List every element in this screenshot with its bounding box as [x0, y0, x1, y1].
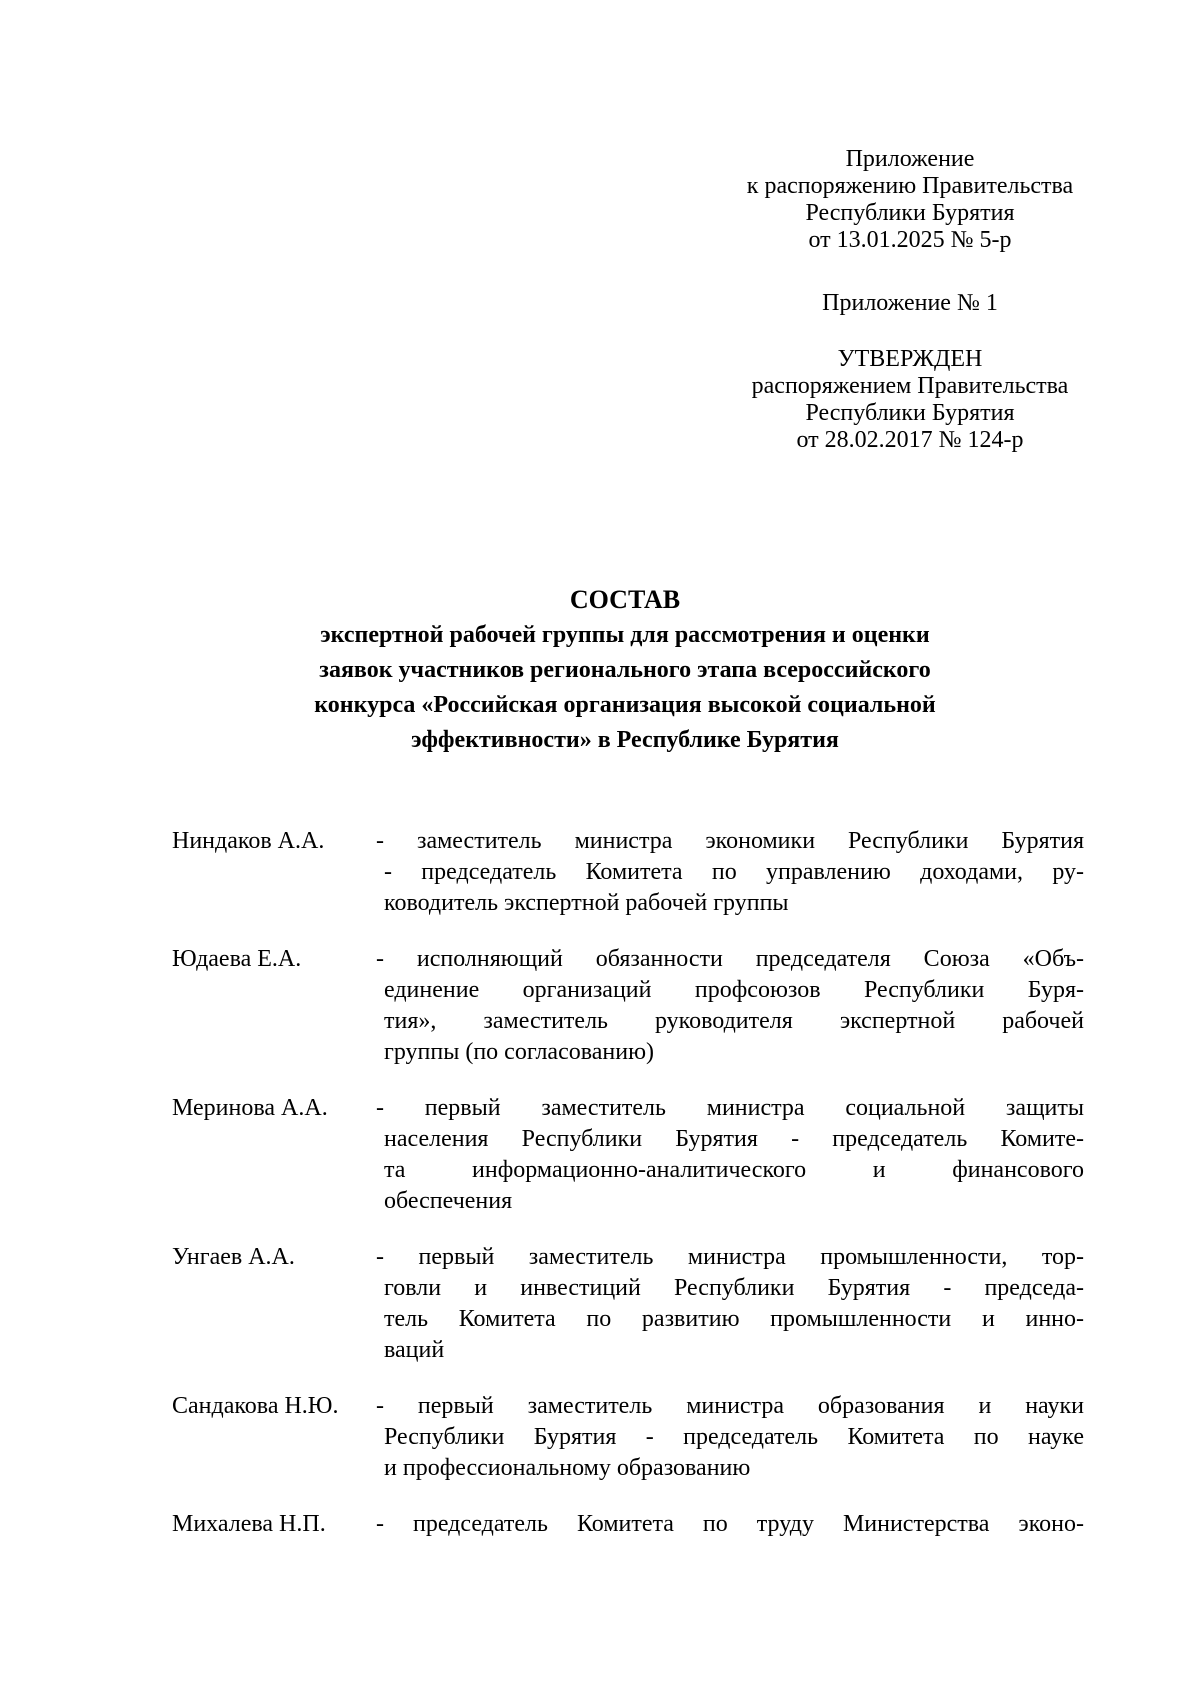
member-description [376, 1242, 1084, 1366]
member-description-line: ководитель экспертной рабочей группы [384, 890, 789, 916]
approved-line: от 28.02.2017 № 124-р [796, 427, 1024, 453]
document-title [170, 582, 1080, 758]
member-description [376, 944, 1084, 1068]
member-description [376, 1093, 1084, 1217]
member-entry [172, 1242, 1084, 1366]
title-sub-line: эффективности» в Республике Бурятия [411, 727, 839, 753]
member-description-line: - председатель Комитета по управлению доходами, ру- [384, 859, 1084, 885]
title-main: СОСТАВ [569, 585, 681, 614]
member-description [376, 1391, 1084, 1484]
appendix-header [700, 146, 1120, 254]
approved-line: Республики Бурятия [805, 400, 1015, 426]
member-description-line: единение организаций профсоюзов Республики Буря- [384, 977, 1084, 1003]
member-entry [172, 1509, 1084, 1540]
member-name: Меринова А.А. [172, 1095, 328, 1121]
member-name: Унгаев А.А. [172, 1244, 295, 1270]
appendix-header-line: от 13.01.2025 № 5-р [808, 227, 1012, 253]
title-sub-line: конкурса «Российская организация высокой социальной [314, 692, 936, 718]
title-sub-line: заявок участников регионального этапа всероссийского [319, 657, 931, 683]
member-entry [172, 826, 1084, 919]
approved-line: распоряжением Правительства [751, 373, 1069, 399]
member-entry [172, 1093, 1084, 1217]
member-description-line: ваций [384, 1337, 445, 1363]
member-name: Ниндаков А.А. [172, 828, 325, 854]
member-description-line: говли и инвестиций Республики Бурятия - председа- [384, 1275, 1084, 1301]
appendix-header-line: Республики Бурятия [805, 200, 1015, 226]
member-description [376, 1509, 1084, 1540]
approved-line: УТВЕРЖДЕН [837, 346, 983, 372]
member-entry [172, 944, 1084, 1068]
member-description-line: тия», заместитель руководителя экспертной рабочей [384, 1008, 1084, 1034]
title-sub-line: экспертной рабочей группы для рассмотрения и оценки [320, 622, 930, 648]
member-description-line: - заместитель министра экономики Республики Бурятия [376, 828, 1084, 854]
appendix-number-text: Приложение № 1 [822, 290, 998, 316]
member-name: Сандакова Н.Ю. [172, 1393, 339, 1419]
member-description-line: обеспечения [384, 1188, 513, 1214]
member-description-line: - председатель Комитета по труду Министерства эконо- [376, 1511, 1084, 1537]
member-description-line: - исполняющий обязанности председателя Союза «Объ- [376, 946, 1084, 972]
member-name: Михалева Н.П. [172, 1511, 326, 1537]
member-description-line: тель Комитета по развитию промышленности и инно- [384, 1306, 1084, 1332]
appendix-number [700, 290, 1120, 317]
members-list [172, 826, 1084, 1540]
member-name: Юдаева Е.А. [172, 946, 302, 972]
member-description-line: - первый заместитель министра образования и науки [376, 1393, 1084, 1419]
member-entry [172, 1391, 1084, 1484]
appendix-header-line: к распоряжению Правительства [746, 173, 1074, 199]
member-description-line: и профессиональному образованию [384, 1455, 751, 1481]
member-description-line: группы (по согласованию) [384, 1039, 655, 1065]
appendix-header-line: Приложение [845, 146, 975, 172]
member-description [376, 826, 1084, 919]
member-description-line: та информационно-аналитического и финансового [384, 1157, 1084, 1183]
member-description-line: населения Республики Бурятия - председатель Комите- [384, 1126, 1084, 1152]
approved-block [700, 346, 1120, 454]
member-description-line: Республики Бурятия - председатель Комитета по науке [384, 1424, 1084, 1450]
member-description-line: - первый заместитель министра социальной защиты [376, 1095, 1084, 1121]
member-description-line: - первый заместитель министра промышленности, тор- [376, 1244, 1084, 1270]
